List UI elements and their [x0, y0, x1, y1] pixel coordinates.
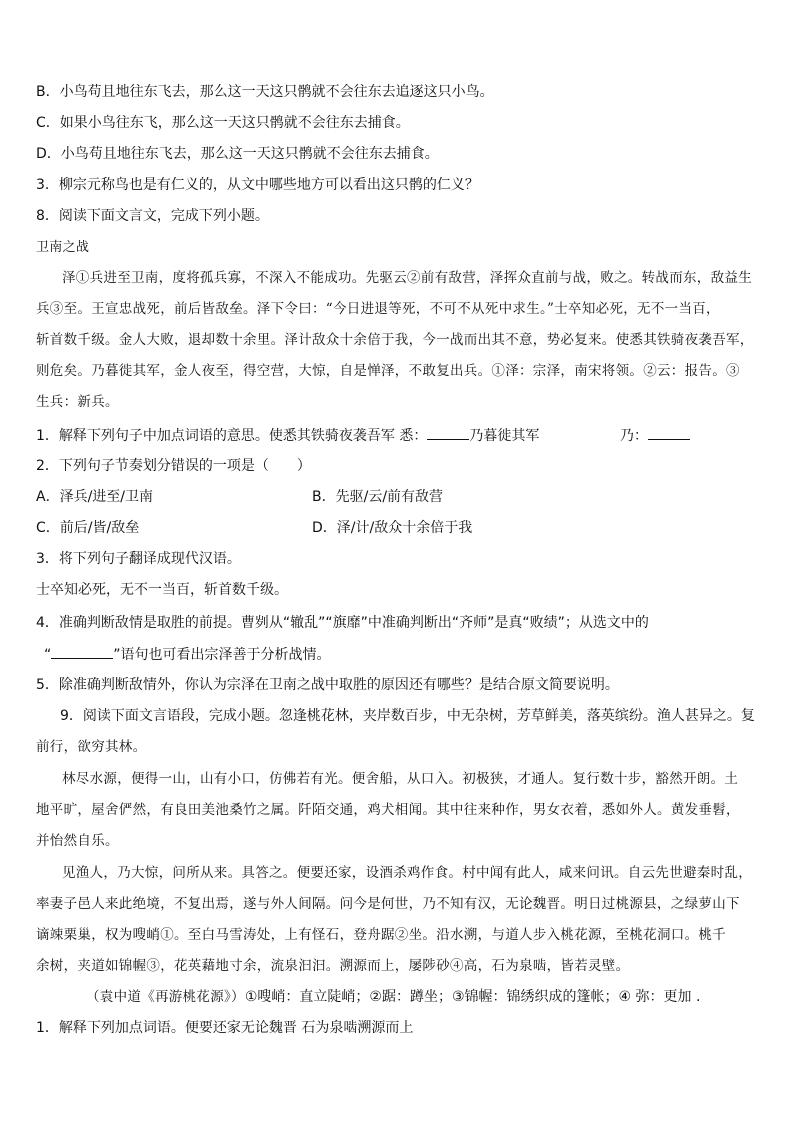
- notes-source: （袁中道《再游桃花源》）: [86, 989, 245, 1005]
- passage-3-line-3: 谪竦栗巢，权为嗖峭①。至白马雪涛处，上有怪石，登舟踞②坐。沿水溯，与道人步入桃花源，至桃花洞口。桃千: [36, 927, 726, 943]
- question-9-line-2: 前行，欲穷其林。: [36, 739, 147, 755]
- passage-1-line-5: 生兵：新兵。: [36, 394, 119, 410]
- sub-question-3-sentence: 士卒知必死，无不一当百，斩首数千级。: [36, 582, 288, 598]
- option-c: C．如果小鸟往东飞，那么这一天这只鹘就不会往东去捕食。: [36, 115, 410, 131]
- sub-question-5: 5．除准确判断敌情外，你认为宗泽在卫南之战中取胜的原因还有哪些？是结合原文简要说明。: [36, 677, 619, 693]
- notes: [86, 987, 758, 1007]
- option-d: D．泽/计/敌众十余倍于我: [312, 520, 473, 536]
- question-8: 8．阅读下面文言文，完成下列小题。: [36, 208, 269, 224]
- notes-text: ①嗖峭：直立陡峭；②踞：蹲坐；③锦幄：锦绣织成的篷帐；④ 弥：更加 .: [244, 989, 701, 1005]
- sub-question-1: [36, 425, 758, 446]
- nai-label: 乃：: [620, 428, 648, 444]
- passage-1-line-4: 则危矣。乃暮徙其军，金人夜至，得空营，大惊，自是惮泽，不敢复出兵。①泽：宗泽，南宋将领。②云：报告。③: [36, 363, 740, 379]
- passage-1-line-2: 兵③至。王宣忠战死，前后皆敌垒。泽下令曰：“今日进退等死，不可不从死中求生。”士卒知必死，无不一当百，: [36, 301, 720, 317]
- sub-question-2: 2．下列句子节奏划分错误的一项是（ ）: [36, 458, 311, 474]
- option-a: A．泽兵/进至/卫南: [36, 489, 154, 505]
- sub-question-4-tail: ”语句也可看出宗泽善于分析战情。: [113, 647, 331, 663]
- option-b: B．先驱/云/前有敌营: [312, 489, 444, 505]
- question-9-line-1: 9．阅读下面文言语段，完成小题。忽逢桃花林，夹岸数百步，中无杂树，芳草鲜美，落英缤纷。渔人甚异之。复: [60, 708, 755, 724]
- passage-1-line-3: 斩首数千级。金人大败，退却数十余里。泽计敌众十余倍于我，今一战而出其不意，势必复来。使悉其铁骑夜袭吾军，: [36, 332, 754, 348]
- passage-2-line-1: 林尽水源，便得一山，山有小口，仿佛若有光。便舍船，从口入。初极狭，才通人。复行数十步，豁然开朗。土: [62, 771, 739, 787]
- sub-question-4-line-1: 4．准确判断敌情是取胜的前提。曹刿从“辙乱”“旗靡”中准确判断出“齐师”是真“败绩”；从选文中的: [36, 615, 649, 631]
- passage-3-line-1: 见渔人，乃大惊，问所从来。具答之。便要还家，设酒杀鸡作食。村中闻有此人，咸来问讯。自云先世避秦时乱，: [62, 865, 752, 881]
- answer-blank-nai[interactable]: [648, 425, 690, 440]
- passage-title: 卫南之战: [36, 240, 90, 255]
- option-c: C．前后/皆/敌垒: [36, 520, 140, 536]
- final-question: 1．解释下列加点词语。便要还家无论魏晋 石为泉啮溯源而上: [36, 1020, 414, 1036]
- passage-1-line-1: 泽①兵进至卫南，度将孤兵寡，不深入不能成功。先驱云②前有敌营，泽挥众直前与战，败之。转战而东，敌益生: [62, 270, 752, 286]
- passage-2-line-3: 并怡然自乐。: [36, 833, 119, 849]
- answer-blank-xi[interactable]: [427, 425, 469, 440]
- sub-question-1-prompt: 1．解释下列句子中加点词语的意思。使悉其铁骑夜袭吾军 悉：: [36, 428, 428, 444]
- sub-question-1-nai: [620, 425, 690, 446]
- sub-question-1-phrase: 乃暮徙其军: [469, 428, 540, 444]
- option-d: D．小鸟苟且地往东飞去，那么这一天这只鹘就不会往东去捕食。: [36, 146, 439, 162]
- sub-question-2-options-cd: [36, 518, 758, 538]
- sub-question-4-line-2: [44, 644, 758, 665]
- sub-question-2-options-ab: [36, 487, 758, 507]
- sub-question-3: 3．将下列句子翻译成现代汉语。: [36, 551, 241, 567]
- answer-blank-quote[interactable]: [51, 644, 113, 659]
- passage-3-line-4: 余树，夹道如锦幄③，花英藉地寸余，流泉汩汩。溯源而上，屡陟砂④高，石为泉啮，皆若灵壁。: [36, 958, 630, 974]
- passage-3-line-2: 率妻子邑人来此绝境，不复出焉，遂与外人间隔。问今是何世，乃不知有汉，无论魏晋。明日过桃源县，之绿萝山下: [36, 896, 740, 912]
- option-b: B．小鸟苟且地往东飞去，那么这一天这只鹘就不会往东去追逐这只小鸟。: [36, 84, 494, 100]
- open-quote: “: [44, 647, 52, 663]
- question-3-bird: 3．柳宗元称鸟也是有仁义的，从文中哪些地方可以看出这只鹘的仁义？: [36, 177, 479, 193]
- passage-2-line-2: 地平旷，屋舍俨然，有良田美池桑竹之属。阡陌交通，鸡犬相闻。其中往来种作，男女衣着，悉如外人。黄发垂髫，: [36, 802, 740, 818]
